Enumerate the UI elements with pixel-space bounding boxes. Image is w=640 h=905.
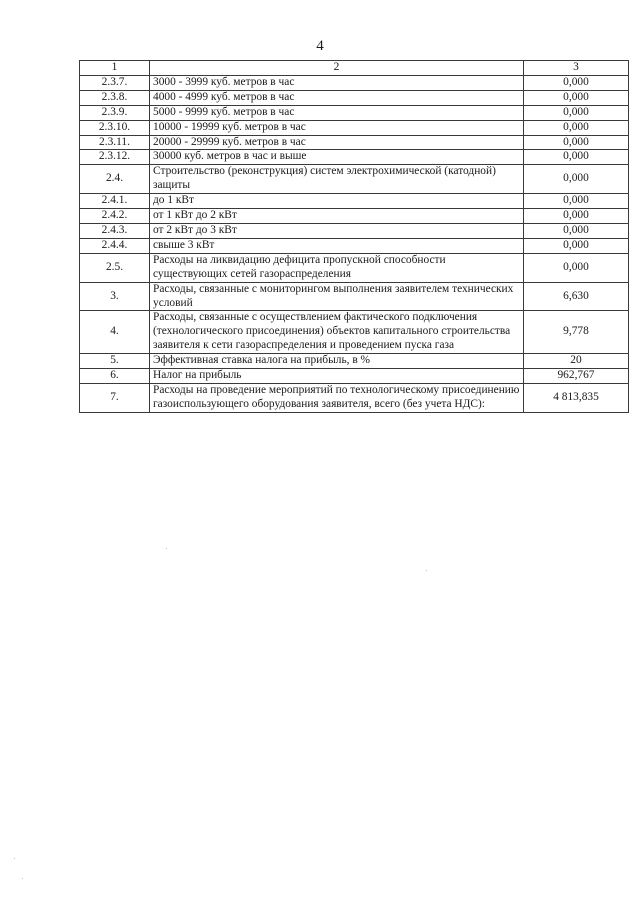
tariff-table bbox=[79, 60, 629, 413]
row-number: 3. bbox=[80, 282, 150, 311]
row-value: 9,778 bbox=[524, 311, 629, 354]
table-row bbox=[80, 209, 629, 224]
table-row bbox=[80, 354, 629, 369]
row-description: 5000 - 9999 куб. метров в час bbox=[150, 105, 524, 120]
row-number: 2.4.2. bbox=[80, 209, 150, 224]
row-number: 2.3.9. bbox=[80, 105, 150, 120]
row-description: свыше 3 кВт bbox=[150, 238, 524, 253]
row-description: Расходы, связанные с мониторингом выполнения заявителем технических условий bbox=[150, 282, 524, 311]
table-row bbox=[80, 135, 629, 150]
table-header-row bbox=[80, 61, 629, 76]
row-number: 2.5. bbox=[80, 253, 150, 282]
row-value: 0,000 bbox=[524, 209, 629, 224]
row-description: от 1 кВт до 2 кВт bbox=[150, 209, 524, 224]
row-value: 4 813,835 bbox=[524, 383, 629, 412]
row-number: 2.4.3. bbox=[80, 223, 150, 238]
row-value: 0,000 bbox=[524, 90, 629, 105]
row-description: 30000 куб. метров в час и выше bbox=[150, 150, 524, 165]
row-number: 6. bbox=[80, 369, 150, 384]
table-row bbox=[80, 369, 629, 384]
row-description: Эффективная ставка налога на прибыль, в % bbox=[150, 354, 524, 369]
row-number: 4. bbox=[80, 311, 150, 354]
row-number: 2.3.12. bbox=[80, 150, 150, 165]
row-description: 3000 - 3999 куб. метров в час bbox=[150, 75, 524, 90]
page-number: 4 bbox=[316, 38, 324, 54]
row-description: Налог на прибыль bbox=[150, 369, 524, 384]
row-description: Строительство (реконструкция) систем электрохимической (катодной) защиты bbox=[150, 165, 524, 194]
row-value: 0,000 bbox=[524, 238, 629, 253]
table-row bbox=[80, 150, 629, 165]
scan-speck bbox=[22, 878, 23, 879]
row-number: 2.4.1. bbox=[80, 194, 150, 209]
row-value: 0,000 bbox=[524, 253, 629, 282]
row-value: 6,630 bbox=[524, 282, 629, 311]
table-row bbox=[80, 223, 629, 238]
table-row bbox=[80, 90, 629, 105]
row-number: 5. bbox=[80, 354, 150, 369]
row-number: 2.3.8. bbox=[80, 90, 150, 105]
row-value: 0,000 bbox=[524, 75, 629, 90]
table-row bbox=[80, 311, 629, 354]
table-row bbox=[80, 194, 629, 209]
scan-speck bbox=[166, 548, 167, 549]
header-cell-2: 2 bbox=[150, 61, 524, 76]
table-row bbox=[80, 165, 629, 194]
row-number: 2.3.7. bbox=[80, 75, 150, 90]
row-number: 7. bbox=[80, 383, 150, 412]
row-value: 0,000 bbox=[524, 165, 629, 194]
row-number: 2.3.11. bbox=[80, 135, 150, 150]
table-row bbox=[80, 238, 629, 253]
row-description: 4000 - 4999 куб. метров в час bbox=[150, 90, 524, 105]
row-value: 0,000 bbox=[524, 150, 629, 165]
header-cell-3: 3 bbox=[524, 61, 629, 76]
row-value: 962,767 bbox=[524, 369, 629, 384]
row-number: 2.4. bbox=[80, 165, 150, 194]
table-row bbox=[80, 120, 629, 135]
scan-speck bbox=[426, 570, 427, 571]
row-number: 2.3.10. bbox=[80, 120, 150, 135]
table-row bbox=[80, 383, 629, 412]
row-value: 0,000 bbox=[524, 194, 629, 209]
table-row bbox=[80, 75, 629, 90]
row-description: 10000 - 19999 куб. метров в час bbox=[150, 120, 524, 135]
row-description: Расходы на ликвидацию дефицита пропускной способности существующих сетей газораспределения bbox=[150, 253, 524, 282]
row-value: 0,000 bbox=[524, 120, 629, 135]
row-value: 0,000 bbox=[524, 135, 629, 150]
scan-speck bbox=[14, 858, 15, 859]
row-value: 20 bbox=[524, 354, 629, 369]
row-description: от 2 кВт до 3 кВт bbox=[150, 223, 524, 238]
row-description: Расходы, связанные с осуществлением фактического подключения (технологического присоединения) объектов капитального строительства заявителя к сети газораспределения и проведением пуска газа bbox=[150, 311, 524, 354]
header-cell-1: 1 bbox=[80, 61, 150, 76]
table-row bbox=[80, 105, 629, 120]
row-description: 20000 - 29999 куб. метров в час bbox=[150, 135, 524, 150]
row-description: до 1 кВт bbox=[150, 194, 524, 209]
table-row bbox=[80, 282, 629, 311]
row-value: 0,000 bbox=[524, 223, 629, 238]
row-description: Расходы на проведение мероприятий по технологическому присоединению газоиспользующего оборудования заявителя, всего (без учета НДС): bbox=[150, 383, 524, 412]
row-number: 2.4.4. bbox=[80, 238, 150, 253]
row-value: 0,000 bbox=[524, 105, 629, 120]
table-row bbox=[80, 253, 629, 282]
